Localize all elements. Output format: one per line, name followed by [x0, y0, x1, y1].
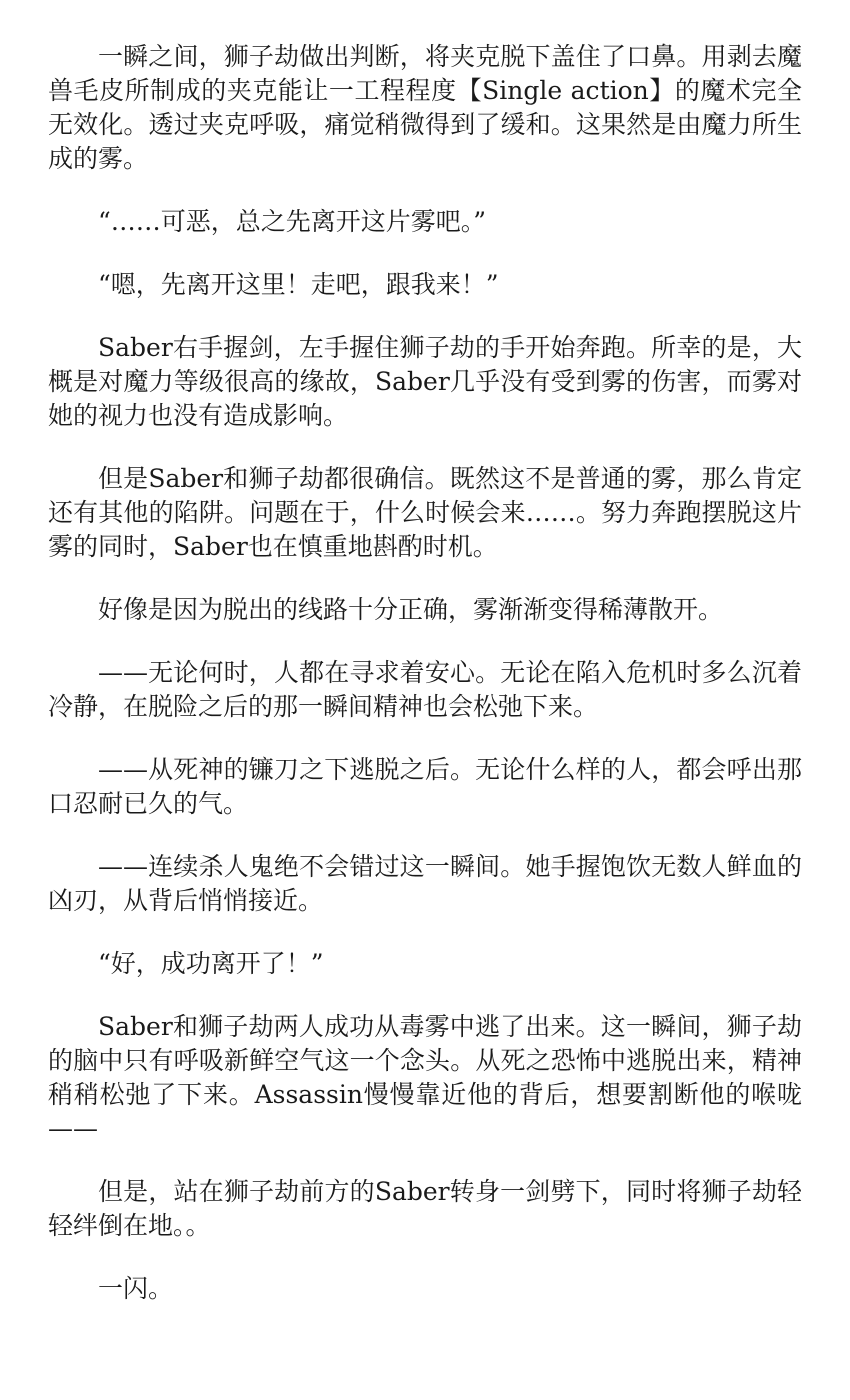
paragraph-8: ——从死神的镰刀之下逃脱之后。无论什么样的人，都会呼出那口忍耐已久的气。 — [48, 755, 802, 818]
paragraph-10: “好，成功离开了！” — [98, 949, 324, 978]
paragraph-5: 但是Saber和狮子劫都很确信。既然这不是普通的雾，那么肯定还有其他的陷阱。问题在于，什么时候会来……。努力奔跑摆脱这片雾的同时，Saber也在慎重地斟酌时机。 — [48, 464, 802, 561]
paragraph-9: ——连续杀人鬼绝不会错过这一瞬间。她手握饱饮无数人鲜血的凶刃，从背后悄悄接近。 — [48, 852, 802, 915]
paragraph-6: 好像是因为脱出的线路十分正确，雾渐渐变得稀薄散开。 — [98, 595, 724, 624]
paragraph-12: 但是，站在狮子劫前方的Saber转身一剑劈下，同时将狮子劫轻轻绊倒在地。。 — [48, 1177, 802, 1240]
paragraph-3: “嗯，先离开这里！走吧，跟我来！” — [98, 270, 499, 299]
paragraph-1: 一瞬之间，狮子劫做出判断，将夹克脱下盖住了口鼻。用剥去魔兽毛皮所制成的夹克能让一工程程度【Single action】的魔术完全无效化。透过夹克呼吸，痛觉稍微得到了缓和。这果然是由魔力所生成的雾。 — [48, 42, 802, 173]
paragraph-7: ——无论何时，人都在寻求着安心。无论在陷入危机时多么沉着冷静，在脱险之后的那一瞬间精神也会松弛下来。 — [48, 658, 802, 721]
paragraph-11: Saber和狮子劫两人成功从毒雾中逃了出来。这一瞬间，狮子劫的脑中只有呼吸新鲜空气这一个念头。从死之恐怖中逃脱出来，精神稍稍松弛了下来。Assassin慢慢靠近他的背后，想要割断他的喉咙—— — [48, 1012, 802, 1143]
paragraph-2: “……可恶，总之先离开这片雾吧。” — [98, 207, 487, 236]
paragraph-13: 一闪。 — [98, 1274, 174, 1303]
document-page — [48, 40, 802, 1335]
paragraph-4: Saber右手握剑，左手握住狮子劫的手开始奔跑。所幸的是，大概是对魔力等级很高的缘故，Saber几乎没有受到雾的伤害，而雾对她的视力也没有造成影响。 — [48, 333, 802, 430]
